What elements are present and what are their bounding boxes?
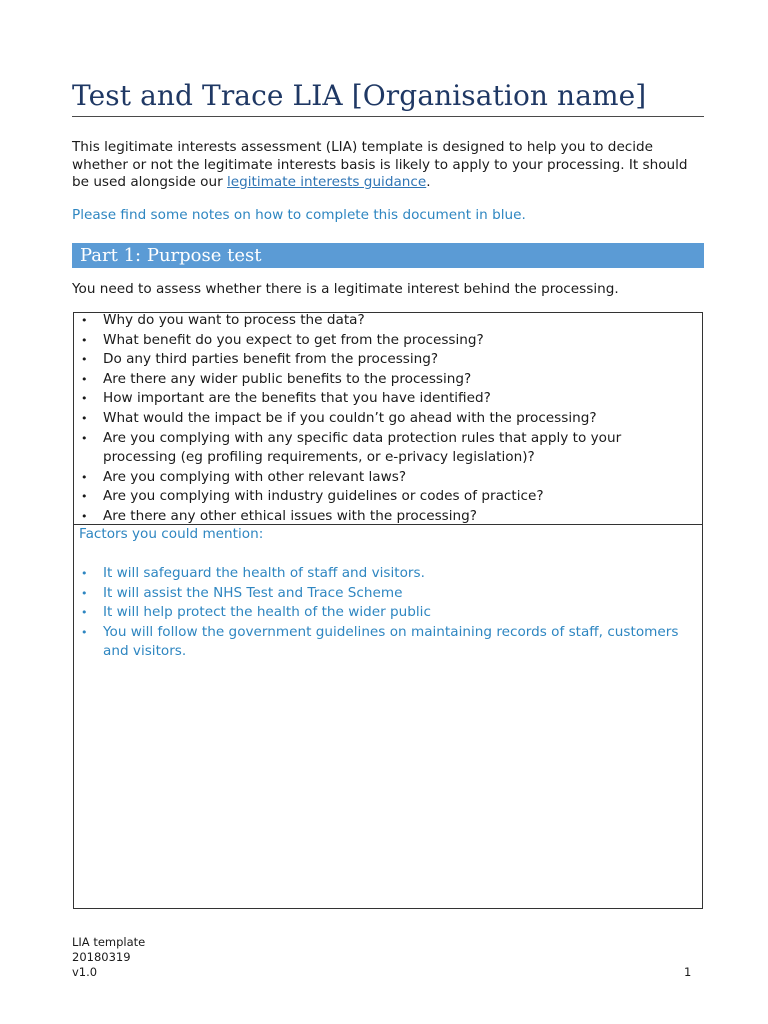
intro-text-end: . — [426, 174, 431, 190]
bullet-icon: • — [81, 567, 88, 580]
list-item — [73, 564, 698, 584]
list-item — [73, 623, 698, 662]
question-text: Why do you want to process the data? — [103, 312, 365, 328]
bullet-icon: • — [81, 353, 88, 367]
bullet-icon: • — [81, 333, 88, 347]
footer-template-name: LIA template — [72, 935, 146, 949]
legitimate-interests-guidance-link[interactable]: legitimate interests guidance — [227, 174, 427, 190]
list-item — [73, 311, 698, 331]
list-item — [73, 603, 698, 623]
intro-paragraph — [72, 139, 704, 192]
bullet-icon: • — [81, 509, 88, 523]
completion-note: Please find some notes on how to complete this document in blue. — [72, 207, 526, 223]
factor-text: You will follow the government guidelines on maintaining records of staff, customers and visitors. — [103, 623, 679, 660]
factor-text: It will safeguard the health of staff and visitors. — [103, 565, 425, 581]
bullet-icon: • — [81, 606, 88, 620]
question-list — [73, 311, 698, 527]
list-item — [73, 507, 698, 527]
list-item — [73, 487, 698, 507]
bullet-icon: • — [81, 372, 88, 386]
bullet-icon: • — [81, 490, 88, 504]
question-text: Are there any other ethical issues with the processing? — [103, 507, 477, 524]
page-number: 1 — [684, 965, 692, 979]
question-text: What benefit do you expect to get from the processing? — [103, 331, 484, 348]
bullet-icon: • — [81, 586, 88, 600]
list-item — [73, 468, 698, 488]
question-text: How important are the benefits that you have identified? — [103, 390, 491, 407]
question-text: Are you complying with other relevant laws? — [103, 468, 407, 485]
question-text: Are there any wider public benefits to the processing? — [103, 370, 472, 387]
part-1-heading: Part 1: Purpose test — [80, 245, 262, 266]
document-title: Test and Trace LIA [Organisation name] — [72, 79, 647, 112]
part-1-banner — [72, 243, 704, 268]
bullet-icon: • — [81, 470, 88, 484]
list-item — [73, 370, 698, 390]
question-text: Do any third parties benefit from the processing? — [103, 351, 439, 368]
bullet-icon: • — [81, 431, 88, 445]
title-underline — [72, 116, 704, 117]
bullet-icon: • — [81, 625, 88, 639]
list-item — [73, 584, 698, 604]
footer-version: v1.0 — [72, 965, 98, 979]
assess-instruction: You need to assess whether there is a legitimate interest behind the processing. — [72, 281, 619, 297]
factor-text: It will help protect the health of the wider public — [103, 604, 431, 621]
list-item — [73, 331, 698, 351]
question-text: Are you complying with industry guidelines or codes of practice? — [103, 488, 544, 505]
bullet-icon: • — [81, 314, 88, 327]
factors-list — [73, 564, 698, 662]
intro-text: This legitimate interests assessment (LIA) template is designed to help you to decide whether or not the legitimate interests basis is likely to apply to your processing. It should be used alongside our — [72, 139, 688, 190]
list-item — [73, 429, 698, 468]
footer-date: 20180319 — [72, 950, 131, 964]
list-item — [73, 409, 698, 429]
bullet-icon: • — [81, 392, 88, 406]
page-footer — [72, 935, 145, 980]
factor-text: It will assist the NHS Test and Trace Scheme — [103, 584, 403, 601]
factors-heading: Factors you could mention: — [79, 526, 264, 542]
list-item — [73, 350, 698, 370]
list-item — [73, 389, 698, 409]
question-text: What would the impact be if you couldn’t go ahead with the processing? — [103, 409, 597, 426]
bullet-icon: • — [81, 411, 88, 425]
question-text: Are you complying with any specific data protection rules that apply to your processing (eg profiling requirements, or e-privacy legislation)? — [103, 429, 622, 466]
